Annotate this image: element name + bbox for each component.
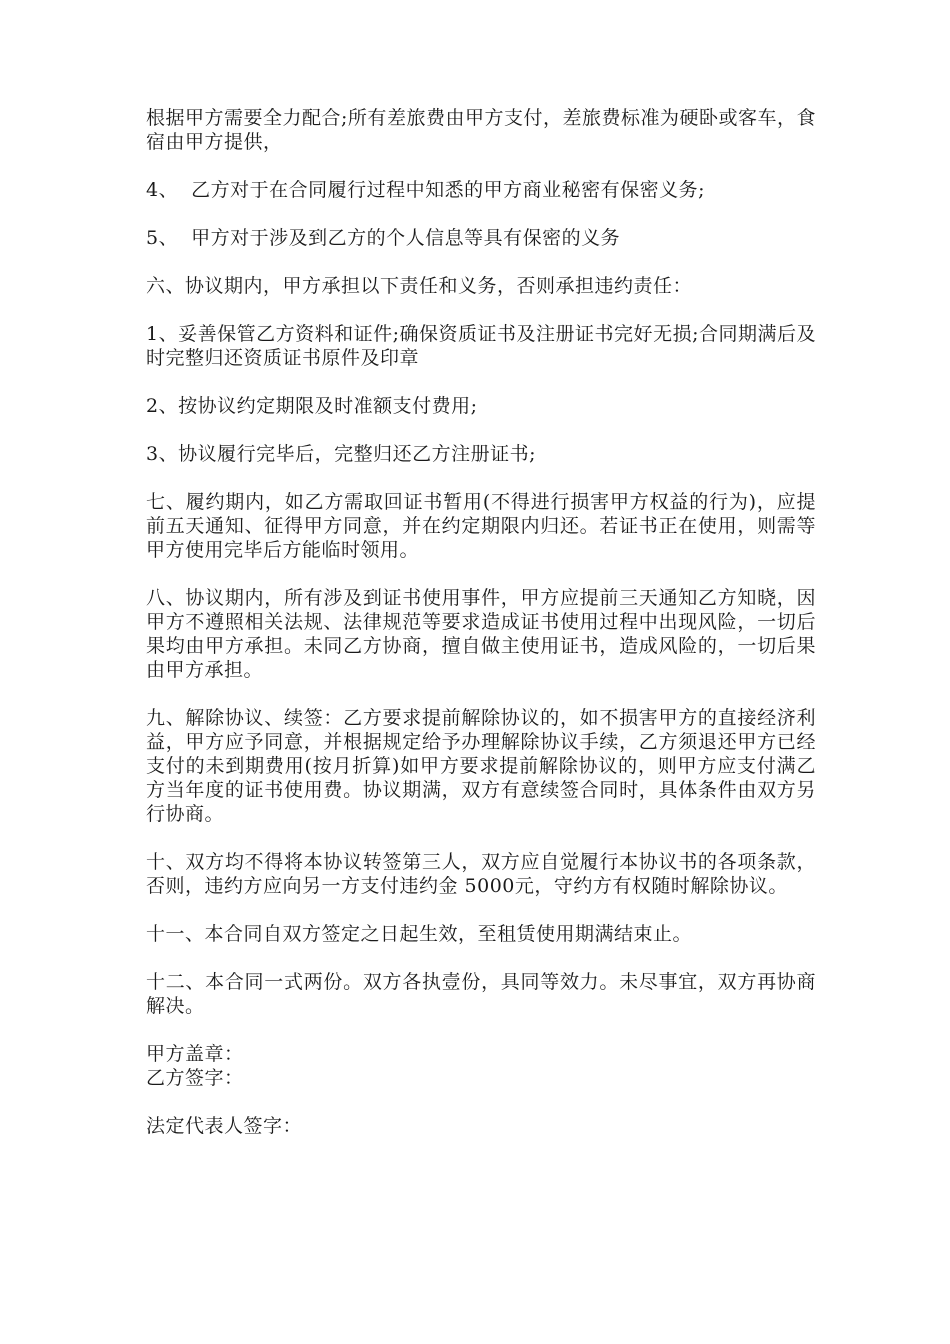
paragraph-section-10: 十、双方均不得将本协议转签第三人，双方应自觉履行本协议书的各项条款，否则，违约方应向另一方支付违约金 5000元，守约方有权随时解除协议。	[146, 851, 816, 897]
paragraph-section-6-item-3: 3、协议履行完毕后，完整归还乙方注册证书;	[146, 443, 536, 465]
legal-rep-sign-label: 法定代表人签字：	[146, 1115, 303, 1137]
party-b-sign-label: 乙方签字：	[146, 1067, 244, 1089]
paragraph-section-6-heading: 六、协议期内，甲方承担以下责任和义务，否则承担违约责任：	[146, 275, 693, 297]
paragraph-section-6-item-2: 2、按协议约定期限及时准额支付费用;	[146, 395, 478, 417]
signature-block	[146, 1042, 816, 1090]
paragraph-section-7: 七、履约期内，如乙方需取回证书暂用(不得进行损害甲方权益的行为)，应提前五天通知、征得甲方同意，并在约定期限内归还。若证书正在使用，则需等甲方使用完毕后方能临时领用。	[146, 491, 816, 561]
paragraph-clause-4: 4、 乙方对于在合同履行过程中知悉的甲方商业秘密有保密义务;	[146, 179, 706, 201]
paragraph-travel-expenses: 根据甲方需要全力配合;所有差旅费由甲方支付，差旅费标准为硬卧或客车，食宿由甲方提供，	[146, 107, 816, 153]
paragraph-section-9: 九、解除协议、续签：乙方要求提前解除协议的，如不损害甲方的直接经济利益，甲方应予同意，并根据规定给予办理解除协议手续，乙方须退还甲方已经支付的未到期费用(按月折算)如甲方要求提前解除协议的，则甲方应支付满乙方当年度的证书使用费。协议期满，双方有意续签合同时，具体条件由双方另行协商。	[146, 707, 816, 825]
paragraph-section-12: 十二、本合同一式两份。双方各执壹份，具同等效力。未尽事宜，双方再协商解决。	[146, 971, 816, 1017]
paragraph-clause-5: 5、 甲方对于涉及到乙方的个人信息等具有保密的义务	[146, 227, 621, 249]
document-page	[146, 106, 816, 1162]
paragraph-section-6-item-1: 1、妥善保管乙方资料和证件;确保资质证书及注册证书完好无损;合同期满后及时完整归还资质证书原件及印章	[146, 323, 816, 369]
paragraph-section-11: 十一、本合同自双方签定之日起生效，至租赁使用期满结束止。	[146, 923, 693, 945]
party-a-seal-label: 甲方盖章：	[146, 1043, 244, 1065]
paragraph-section-8: 八、协议期内，所有涉及到证书使用事件，甲方应提前三天通知乙方知晓，因甲方不遵照相关法规、法律规范等要求造成证书使用过程中出现风险，一切后果均由甲方承担。未同乙方协商，擅自做主使用证书，造成风险的，一切后果由甲方承担。	[146, 587, 816, 681]
